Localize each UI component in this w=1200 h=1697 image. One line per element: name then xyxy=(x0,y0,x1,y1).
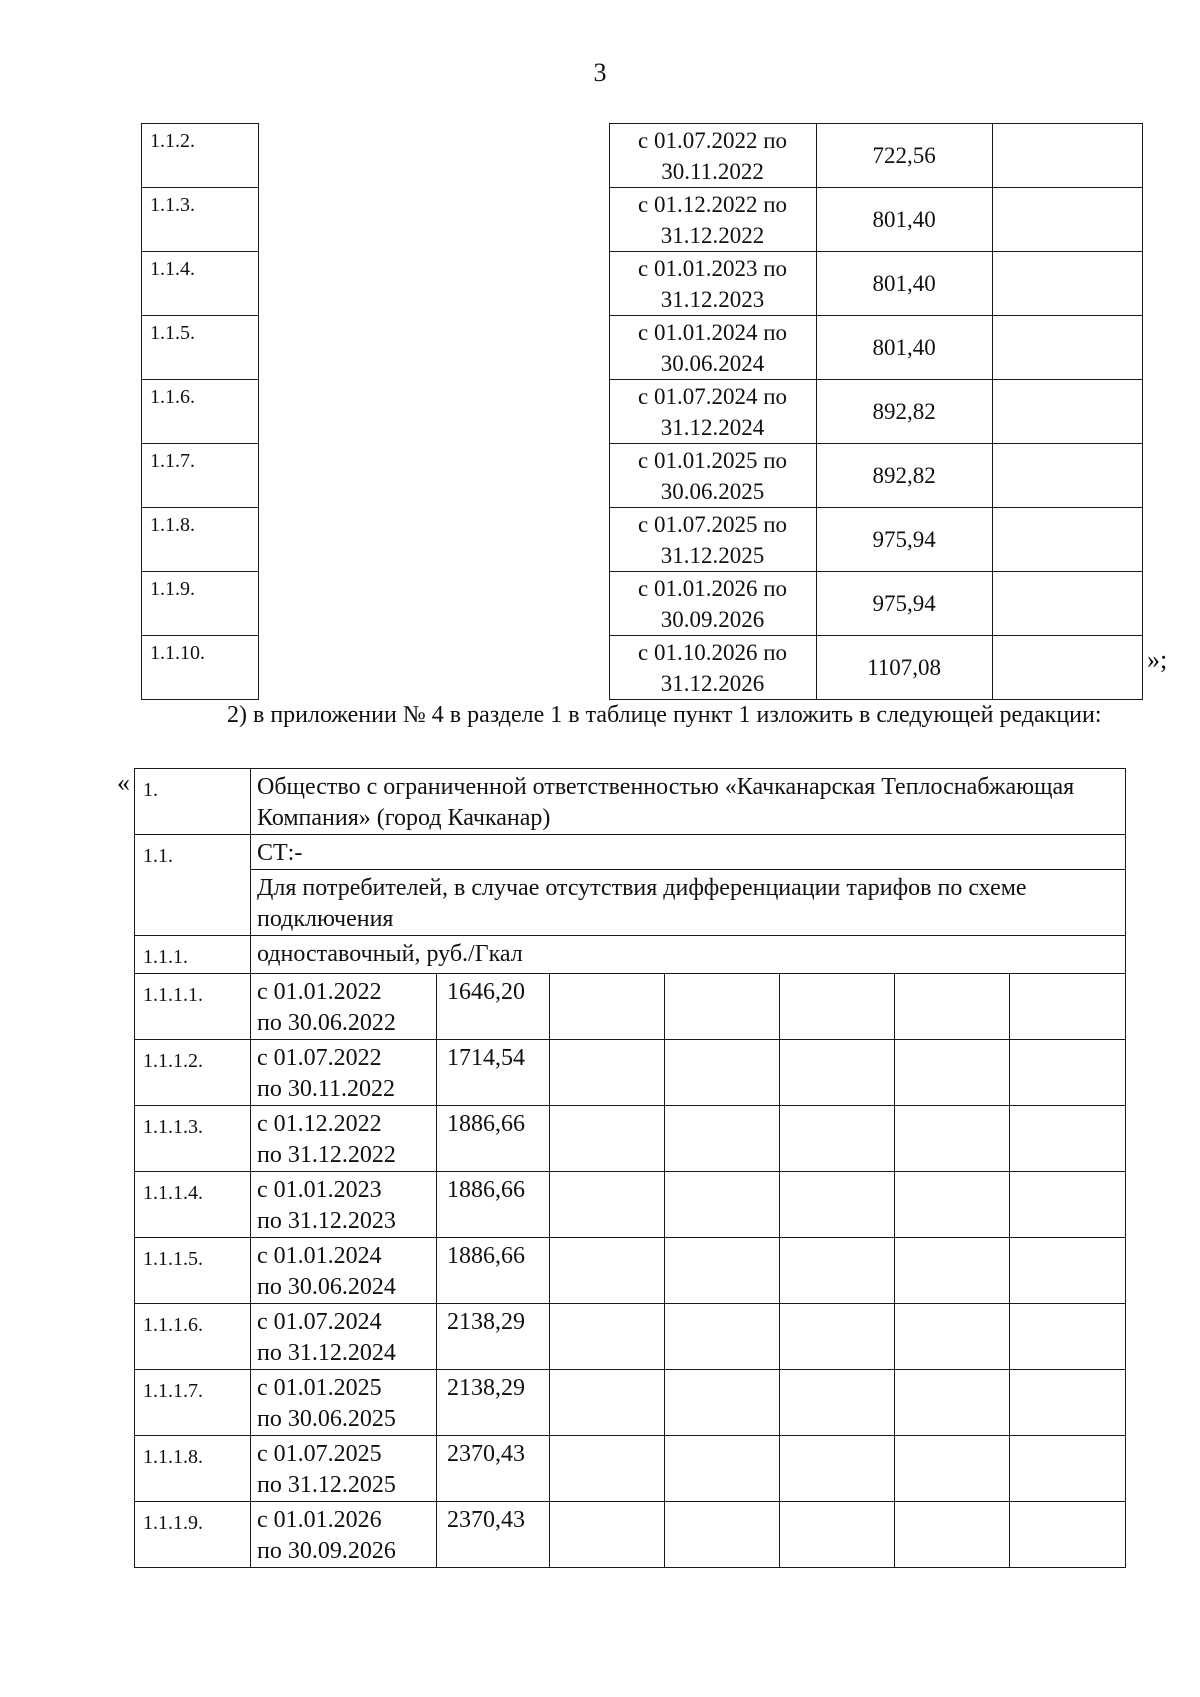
empty-cell xyxy=(780,1502,895,1568)
tariff-value: 2370,43 xyxy=(437,1502,550,1568)
period-cell xyxy=(609,316,816,380)
period-from: с 01.01.2026 xyxy=(257,1507,382,1533)
row-number: 1.1.1.9. xyxy=(135,1502,251,1568)
row-number: 1.1. xyxy=(135,835,251,936)
page-number: 3 xyxy=(593,58,607,87)
empty-cell xyxy=(1010,1106,1126,1172)
table-row xyxy=(142,124,1143,188)
row-number: 1.1.1.5. xyxy=(135,1238,251,1304)
period-cell xyxy=(251,1370,437,1436)
empty-cell xyxy=(259,124,609,188)
period-to: по 30.06.2024 xyxy=(257,1274,396,1300)
empty-cell xyxy=(895,1040,1010,1106)
row-number: 1.1.8. xyxy=(142,508,259,572)
row-number: 1. xyxy=(135,769,251,835)
period-to: 31.12.2024 xyxy=(660,414,765,440)
empty-cell xyxy=(992,444,1142,508)
empty-cell xyxy=(259,572,609,636)
empty-cell xyxy=(665,974,780,1040)
period-cell xyxy=(251,1436,437,1502)
opening-quote: « xyxy=(117,768,130,797)
period-from: с 01.01.2023 по xyxy=(638,255,788,281)
tariff-value: 1646,20 xyxy=(437,974,550,1040)
table-row xyxy=(142,380,1143,444)
empty-cell xyxy=(550,1502,665,1568)
table-row xyxy=(142,252,1143,316)
period-cell xyxy=(251,974,437,1040)
empty-cell xyxy=(780,1238,895,1304)
row-number: 1.1.5. xyxy=(142,316,259,380)
period-from: с 01.07.2024 по xyxy=(638,383,788,409)
empty-cell xyxy=(259,188,609,252)
table-row xyxy=(142,188,1143,252)
period-from: с 01.10.2026 по xyxy=(638,639,788,665)
empty-cell xyxy=(992,636,1142,700)
empty-cell xyxy=(992,316,1142,380)
empty-cell xyxy=(665,1370,780,1436)
tariff-value: 1886,66 xyxy=(437,1238,550,1304)
period-cell xyxy=(609,380,816,444)
row-number: 1.1.1.4. xyxy=(135,1172,251,1238)
empty-cell xyxy=(550,1436,665,1502)
period-to: 31.12.2026 xyxy=(660,670,765,696)
empty-cell xyxy=(780,1304,895,1370)
tariff-value: 1886,66 xyxy=(437,1106,550,1172)
empty-cell xyxy=(550,1370,665,1436)
empty-cell xyxy=(895,1304,1010,1370)
period-from: с 01.01.2024 xyxy=(257,1243,382,1269)
organization-name: Общество с ограниченной ответственностью «Качканарская Теплоснабжающая Компания» (город Качканар) xyxy=(251,769,1126,835)
empty-cell xyxy=(259,636,609,700)
empty-cell xyxy=(665,1436,780,1502)
empty-cell xyxy=(259,508,609,572)
table-row xyxy=(135,1040,1126,1106)
tariff-value: 892,82 xyxy=(816,444,992,508)
tariff-value: 1714,54 xyxy=(437,1040,550,1106)
table-row xyxy=(142,508,1143,572)
empty-cell xyxy=(1010,1238,1126,1304)
amendment-paragraph: 2) в приложении № 4 в разделе 1 в таблице пункт 1 изложить в следующей редакции: xyxy=(227,702,1102,728)
period-from: с 01.07.2022 по xyxy=(638,127,788,153)
row-number: 1.1.9. xyxy=(142,572,259,636)
empty-cell xyxy=(550,1040,665,1106)
period-to: 30.09.2026 xyxy=(660,606,765,632)
period-to: 30.06.2025 xyxy=(660,478,765,504)
period-to: по 31.12.2025 xyxy=(257,1472,396,1498)
period-to: 31.12.2022 xyxy=(660,222,765,248)
empty-cell xyxy=(992,188,1142,252)
empty-cell xyxy=(1010,1040,1126,1106)
empty-cell xyxy=(665,1106,780,1172)
period-cell xyxy=(251,1502,437,1568)
period-from: с 01.01.2024 по xyxy=(638,319,788,345)
table-row xyxy=(135,1436,1126,1502)
tariff-value: 2138,29 xyxy=(437,1304,550,1370)
table-row xyxy=(135,936,1126,974)
empty-cell xyxy=(1010,974,1126,1040)
period-from: с 01.07.2024 xyxy=(257,1309,382,1335)
empty-cell xyxy=(895,1238,1010,1304)
empty-cell xyxy=(550,1238,665,1304)
table-row xyxy=(135,1370,1126,1436)
period-cell xyxy=(251,1238,437,1304)
period-from: с 01.12.2022 по xyxy=(638,191,788,217)
period-from: с 01.01.2023 xyxy=(257,1177,382,1203)
period-cell xyxy=(609,572,816,636)
period-cell xyxy=(609,124,816,188)
period-from: с 01.12.2022 xyxy=(257,1111,382,1137)
empty-cell xyxy=(895,1370,1010,1436)
empty-cell xyxy=(895,1106,1010,1172)
empty-cell xyxy=(259,444,609,508)
period-to: 30.11.2022 xyxy=(661,158,764,184)
period-from: с 01.01.2022 xyxy=(257,979,382,1005)
row-number: 1.1.4. xyxy=(142,252,259,316)
empty-cell xyxy=(780,1436,895,1502)
table-row xyxy=(135,769,1126,835)
tariff-value: 801,40 xyxy=(816,188,992,252)
empty-cell xyxy=(780,1370,895,1436)
empty-cell xyxy=(992,124,1142,188)
consumer-description: Для потребителей, в случае отсутствия дифференциации тарифов по схеме подключения xyxy=(251,870,1126,936)
empty-cell xyxy=(1010,1172,1126,1238)
row-number: 1.1.2. xyxy=(142,124,259,188)
period-from: с 01.01.2026 по xyxy=(638,575,788,601)
empty-cell xyxy=(1010,1502,1126,1568)
table-row xyxy=(142,444,1143,508)
period-to: по 31.12.2023 xyxy=(257,1208,396,1234)
row-number: 1.1.1.6. xyxy=(135,1304,251,1370)
table-row xyxy=(135,835,1126,870)
empty-cell xyxy=(550,974,665,1040)
period-cell xyxy=(251,1106,437,1172)
empty-cell xyxy=(895,1172,1010,1238)
empty-cell xyxy=(665,1304,780,1370)
empty-cell xyxy=(780,1172,895,1238)
empty-cell xyxy=(992,572,1142,636)
tariff-value: 892,82 xyxy=(816,380,992,444)
empty-cell xyxy=(665,1502,780,1568)
empty-cell xyxy=(992,380,1142,444)
row-number: 1.1.1.1. xyxy=(135,974,251,1040)
table-row xyxy=(135,974,1126,1040)
period-cell xyxy=(609,636,816,700)
tariff-table-continuation xyxy=(141,123,1143,700)
empty-cell xyxy=(1010,1370,1126,1436)
tariff-value: 2138,29 xyxy=(437,1370,550,1436)
row-number: 1.1.1.2. xyxy=(135,1040,251,1106)
period-cell xyxy=(609,508,816,572)
empty-cell xyxy=(259,316,609,380)
tariff-value: 1107,08 xyxy=(816,636,992,700)
table-row xyxy=(135,1238,1126,1304)
empty-cell xyxy=(665,1172,780,1238)
empty-cell xyxy=(895,1502,1010,1568)
tariff-value: 801,40 xyxy=(816,316,992,380)
table-row xyxy=(142,636,1143,700)
closing-quote: »; xyxy=(1147,645,1168,674)
period-to: 31.12.2025 xyxy=(660,542,765,568)
empty-cell xyxy=(895,974,1010,1040)
row-number: 1.1.1.3. xyxy=(135,1106,251,1172)
table-row xyxy=(135,1106,1126,1172)
row-number: 1.1.7. xyxy=(142,444,259,508)
row-number: 1.1.6. xyxy=(142,380,259,444)
period-cell xyxy=(609,252,816,316)
tariff-value: 975,94 xyxy=(816,572,992,636)
period-from: с 01.01.2025 xyxy=(257,1375,382,1401)
tariff-value: 2370,43 xyxy=(437,1436,550,1502)
period-from: с 01.07.2025 xyxy=(257,1441,382,1467)
period-to: по 30.11.2022 xyxy=(257,1076,395,1102)
empty-cell xyxy=(992,508,1142,572)
period-to: по 31.12.2024 xyxy=(257,1340,396,1366)
period-cell xyxy=(251,1172,437,1238)
table-row xyxy=(135,1304,1126,1370)
empty-cell xyxy=(665,1040,780,1106)
table-row xyxy=(142,572,1143,636)
period-cell xyxy=(251,1304,437,1370)
period-to: по 30.06.2025 xyxy=(257,1406,396,1432)
period-cell xyxy=(251,1040,437,1106)
empty-cell xyxy=(780,1040,895,1106)
table-row xyxy=(142,316,1143,380)
tariff-table-appendix-4 xyxy=(134,768,1126,1568)
row-number: 1.1.3. xyxy=(142,188,259,252)
tariff-value: 1886,66 xyxy=(437,1172,550,1238)
row-number: 1.1.10. xyxy=(142,636,259,700)
table-row xyxy=(135,1172,1126,1238)
period-from: с 01.07.2022 xyxy=(257,1045,382,1071)
empty-cell xyxy=(1010,1436,1126,1502)
period-from: с 01.07.2025 по xyxy=(638,511,788,537)
row-number: 1.1.1.8. xyxy=(135,1436,251,1502)
period-to: по 30.06.2022 xyxy=(257,1010,396,1036)
empty-cell xyxy=(992,252,1142,316)
period-to: 30.06.2024 xyxy=(660,350,765,376)
tariff-value: 975,94 xyxy=(816,508,992,572)
row-number: 1.1.1.7. xyxy=(135,1370,251,1436)
period-to: по 30.09.2026 xyxy=(257,1538,396,1564)
row-number: 1.1.1. xyxy=(135,936,251,974)
period-to: по 31.12.2022 xyxy=(257,1142,396,1168)
empty-cell xyxy=(550,1106,665,1172)
period-cell xyxy=(609,444,816,508)
empty-cell xyxy=(665,1238,780,1304)
table-row xyxy=(135,1502,1126,1568)
tariff-value: 722,56 xyxy=(816,124,992,188)
tariff-type: одноставочный, руб./Гкал xyxy=(251,936,1126,974)
empty-cell xyxy=(550,1304,665,1370)
empty-cell xyxy=(259,252,609,316)
empty-cell xyxy=(550,1172,665,1238)
empty-cell xyxy=(780,1106,895,1172)
period-to: 31.12.2023 xyxy=(660,286,765,312)
empty-cell xyxy=(895,1436,1010,1502)
empty-cell xyxy=(1010,1304,1126,1370)
period-cell xyxy=(609,188,816,252)
tariff-value: 801,40 xyxy=(816,252,992,316)
period-from: с 01.01.2025 по xyxy=(638,447,788,473)
empty-cell xyxy=(259,380,609,444)
empty-cell xyxy=(780,974,895,1040)
system-label: СТ:- xyxy=(251,835,1126,870)
table-row xyxy=(135,870,1126,936)
